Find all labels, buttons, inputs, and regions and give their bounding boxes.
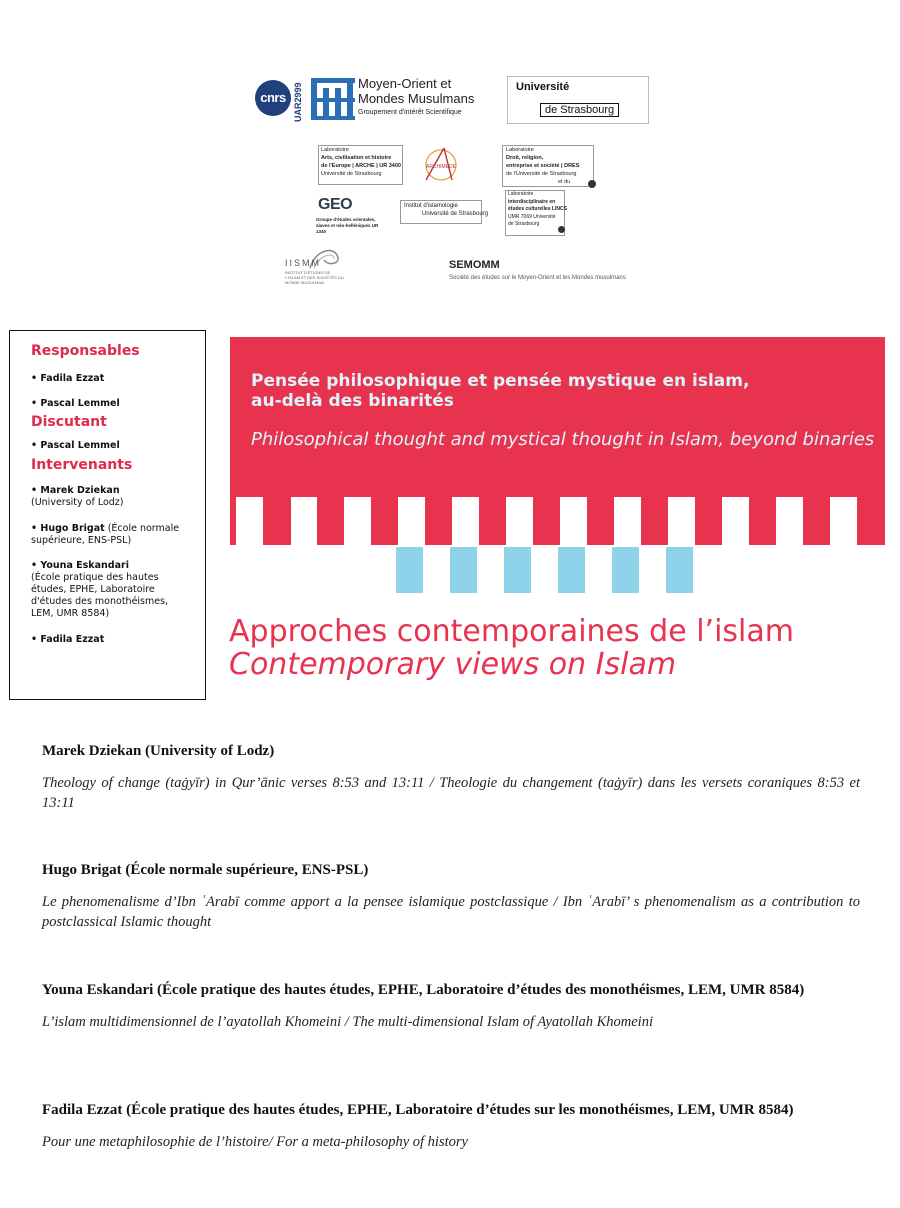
iismm-logo: IISMM — [285, 258, 321, 268]
lincs-badge-icon — [558, 226, 565, 233]
unistra-logo: Université de Strasbourg — [507, 76, 649, 124]
responsable-item: • Fadila Ezzat — [31, 373, 105, 384]
semomm-subtitle: Société des études sur le Moyen-Orient et les Mondes musulmans — [449, 275, 626, 281]
logo-row — [255, 76, 655, 128]
responsable-item: • Pascal Lemmel — [31, 398, 120, 409]
talk-entry — [42, 980, 860, 1032]
geo-logo: GEO — [318, 196, 353, 213]
talk-speaker: Marek Dziekan (University of Lodz) — [42, 743, 275, 759]
banner-title-fr: Pensée philosophique et pensée mystique en islam, au-delà des binarités — [251, 371, 750, 411]
discutant-item: • Pascal Lemmel — [31, 440, 120, 451]
talk-entry — [42, 860, 860, 932]
talk-speaker: Fadila Ezzat (École pratique des hautes études, EPHE, Laboratoire d’études sur les monothéismes, LEM, UMR 8584) — [42, 1102, 794, 1118]
series-title-en: Contemporary views on Islam — [229, 647, 677, 682]
semomm-logo: SEMOMM — [449, 259, 500, 271]
uar-code: UAR2999 — [293, 82, 303, 122]
arche-text: Laboratoire Arts, civilisation et histoire de l'Europe | ARCHE | UR 3400 Université de Strasbourg — [321, 147, 401, 177]
intervenant-item: • Fadila Ezzat — [31, 634, 105, 645]
geo-subtitle: Groupe d'études orientales, slaves et néo-helléniques UR 1340 — [316, 217, 379, 234]
dres-text: Laboratoire Droit, religion, entreprise et société | DRES de l'Université de Strasbourg et du — [506, 147, 580, 185]
discutant-heading: Discutant — [31, 414, 107, 430]
talk-entry — [42, 741, 860, 813]
intervenant-item: • Marek Dziekan (University of Lodz) — [31, 485, 124, 508]
talk-title: Pour une metaphilosophie de l’histoire/ For a meta-philosophy of history — [42, 1134, 468, 1150]
islamologie-text: Institut d'islamologie Université de Strasbourg — [404, 203, 489, 217]
gis-title: Moyen-Orient et Mondes Musulmans — [358, 76, 475, 106]
lincs-text: Laboratoire interdisciplinaire en études culturelles LINCS UMR 7069 Université de Strasbourg — [508, 191, 567, 227]
cnrs-logo: cnrs — [255, 80, 291, 116]
gis-subtitle: Groupement d'intérêt Scientifique — [358, 109, 462, 116]
banner-red-block — [230, 337, 885, 497]
intervenant-item: • Youna Eskandari (École pratique des hautes études, EPHE, Laboratoire d'études des monothéismes, LEM, UMR 8584) — [31, 560, 169, 619]
series-title-fr: Approches contemporaines de l’islam — [229, 614, 794, 649]
dres-badge-icon — [588, 180, 596, 188]
gis-mmm-logo-icon — [311, 78, 355, 120]
participants-box — [9, 330, 206, 700]
talk-entry — [42, 1100, 860, 1152]
talk-speaker: Hugo Brigat (École normale supérieure, ENS-PSL) — [42, 862, 369, 878]
talk-speaker: Youna Eskandari (École pratique des hautes études, EPHE, Laboratoire d’études des monothéismes, LEM, UMR 8584) — [42, 982, 805, 998]
archimede-text: ARCHIMÈDE — [425, 164, 457, 170]
talk-title: L’islam multidimensionnel de l’ayatollah Khomeini / The multi-dimensional Islam of Ayatollah Khomeini — [42, 1014, 653, 1030]
archimede-logo-icon — [418, 146, 464, 184]
responsables-heading: Responsables — [31, 343, 140, 359]
banner-title-en: Philosophical thought and mystical thought in Islam, beyond binaries — [251, 429, 875, 450]
intervenant-item: • Hugo Brigat (École normale supérieure, ENS-PSL) — [31, 523, 180, 546]
iismm-subtitle: INSTITUT D'ÉTUDES DE L'ISLAM ET DES SOCIÉTÉS DU MONDE MUSULMAN — [285, 270, 344, 285]
talk-title: Theology of change (taġyīr) in Qur’ānic verses 8:53 and 13:11 / Theologie du changement (taġyīr) dans les versets coraniques 8:53 et 13:11 — [42, 775, 860, 811]
intervenants-heading: Intervenants — [31, 457, 133, 473]
talk-title: Le phenomenalisme d’Ibn ʿArabī comme apport a la pensee islamique postclassique / Ibn ʿArabī’ s phenomenalism as a contribution to postclassical Islamic thought — [42, 894, 860, 930]
event-banner — [230, 337, 885, 547]
